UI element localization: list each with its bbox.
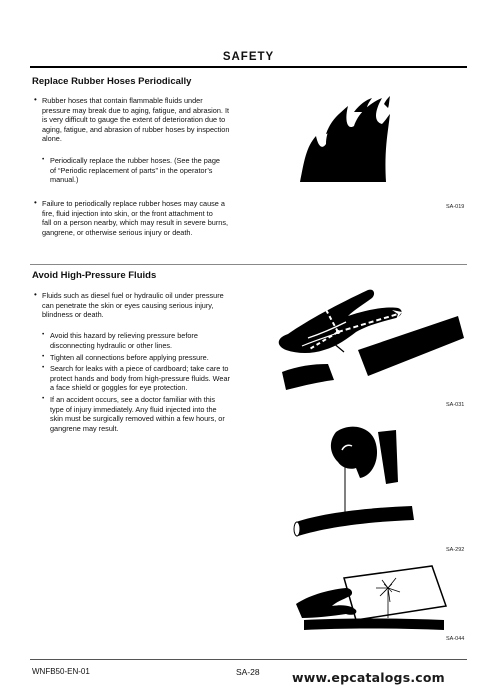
section1-bullet1: Rubber hoses that contain flammable fluids under pressure may break due to aging, fatigue, and abrasion. It is very difficult to gauge the extent of deterioration due to aging, fatigue, and abrasion of rubber hoses by inspection alone. (42, 96, 230, 144)
sub-bullet-marker: • (42, 156, 45, 163)
section2-sub-bullet1: Avoid this hazard by relieving pressure before disconnecting hydraulic or other lines. (50, 331, 198, 350)
sub-bullet-marker: • (42, 364, 45, 371)
sub-bullet-marker: • (42, 353, 45, 360)
hand-leak-illustration (268, 276, 464, 396)
figure-code: SA-031 (446, 402, 465, 408)
figure-code: SA-292 (446, 547, 465, 553)
section2-bullet1: Fluids such as diesel fuel or hydraulic oil under pressure can penetrate the skin or eyes causing serious injury, blindness or death. (42, 291, 224, 320)
cardboard-check-illustration (292, 560, 452, 632)
footer-page-number: SA-28 (236, 667, 260, 677)
section1-sub-bullet1: Periodically replace the rubber hoses. (See the page of “Periodic replacement of parts” in the operator’s manual.) (50, 156, 220, 185)
page-header-title: SAFETY (222, 51, 275, 63)
footer-doc-code: WNFB50-EN-01 (32, 667, 90, 676)
section-title-replace-hoses: Replace Rubber Hoses Periodically (32, 76, 192, 87)
figure-code: SA-019 (446, 204, 465, 210)
bullet-marker: • (34, 198, 37, 207)
section-divider (30, 264, 467, 265)
flame-illustration (296, 92, 391, 188)
sub-bullet-marker: • (42, 331, 45, 338)
section2-sub-bullet3: Search for leaks with a piece of cardboard; take care to protect hands and body from high-pressure fluids. Wear a face shield or goggles for eye protection. (50, 364, 230, 393)
section2-sub-bullet2: Tighten all connections before applying pressure. (50, 353, 209, 362)
figure-code: SA-044 (446, 636, 465, 642)
header-rule (30, 66, 467, 68)
sub-bullet-marker: • (42, 395, 45, 402)
footer-rule (30, 659, 467, 660)
section2-sub-bullet4: If an accident occurs, see a doctor familiar with this type of injury immediately. Any fluid injected into the skin must be surgically removed within a few hours, or gangrene may result. (50, 395, 225, 433)
section-title-high-pressure: Avoid High-Pressure Fluids (32, 270, 157, 281)
watermark: www.epcatalogs.com (292, 670, 445, 685)
bullet-marker: • (34, 95, 37, 104)
face-hose-illustration (290, 420, 420, 540)
section1-bullet2: Failure to periodically replace rubber hoses may cause a fire, fluid injection into skin, or the front attachment to fall on a person nearby, which may result in severe burns, gangrene, or otherwise serious injury or death. (42, 199, 229, 237)
bullet-marker: • (34, 290, 37, 299)
